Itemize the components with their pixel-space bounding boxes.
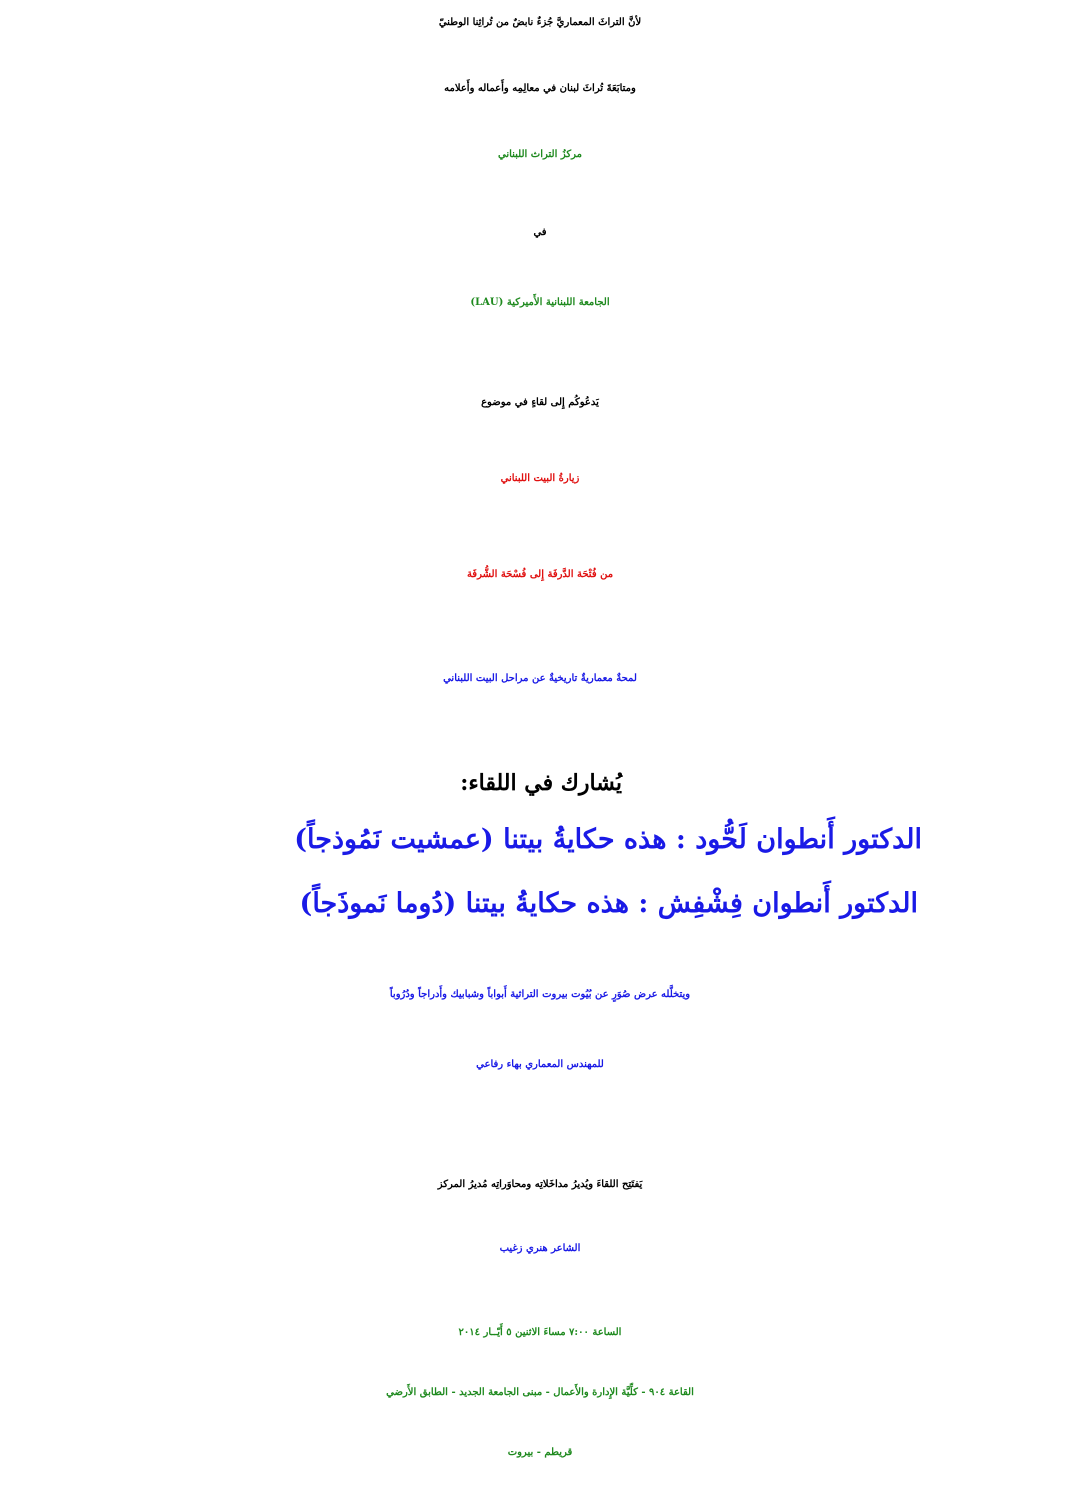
preposition-text: في xyxy=(533,227,547,238)
event-room: القاعة ٩٠٤ - كلِّيَّة الإِدارة والأَعمال - مبنى الجامعة الجديد - الطابق الأَرضي xyxy=(386,1387,694,1398)
event-time: الساعة ٧:٠٠ مساءَ الاثنين ٥ أَيّــار ٢٠١٤ xyxy=(458,1327,622,1338)
invitation-text: يَدعُوكُم إِلى لقاءٍ في موضوع xyxy=(481,397,599,408)
intro-line-2: ومتابَعَةَ تُراثَ لبنان في معالِمِه وأَعماله وأَعلامه xyxy=(444,83,636,94)
topic-title-2: من فُتْحَة الدَّرفَة إِلى فُسْحَة الشُّرفَة xyxy=(466,569,614,580)
slideshow-line-1: ويتخلَّله عرض صُوَرٍ عن بُيُوت بيروت التراثية أَبواباً وشبابيك وأَدراجاً ودُرُوباً xyxy=(389,989,691,1000)
topic-subtitle: لمحةٌ معماريةٌ تاريخيةٌ عن مراحل البيت اللبناني xyxy=(443,673,637,684)
participants-heading: يُشارك في اللقاء: xyxy=(460,770,622,796)
intro-line-1: لأنَّ التراثَ المعماريَّ جُزءٌ نابضٌ من تُراثِنا الوطنيّ xyxy=(438,17,642,28)
slideshow-line-2: للمهندس المعماري بهاء رفاعي xyxy=(476,1059,604,1070)
speaker-2: الدكتور أَنطوان فِشْفِش : هذه حكايةُ بيتنا (دُوما نَموذَجاً) xyxy=(299,888,918,919)
speaker-1: الدكتور أَنطوان لَحُّود : هذه حكايةُ بيتنا (عمشيت نَمُوذجاً) xyxy=(294,824,922,855)
moderator-name: الشاعر هنري زغيب xyxy=(499,1243,581,1254)
event-location: قريطم - بيروت xyxy=(507,1447,573,1458)
center-name: مركزُ التراث اللبناني xyxy=(497,149,582,160)
topic-title: زيارةُ البيت اللبناني xyxy=(500,473,580,484)
moderator-line: يَفتَتِح اللقاءَ ويُديرُ مداخَلاتِه ومحاوَراتِه مُديرُ المركز xyxy=(437,1179,643,1190)
university-name: الجامعة اللبنانية الأَميركية (LAU) xyxy=(470,297,610,308)
